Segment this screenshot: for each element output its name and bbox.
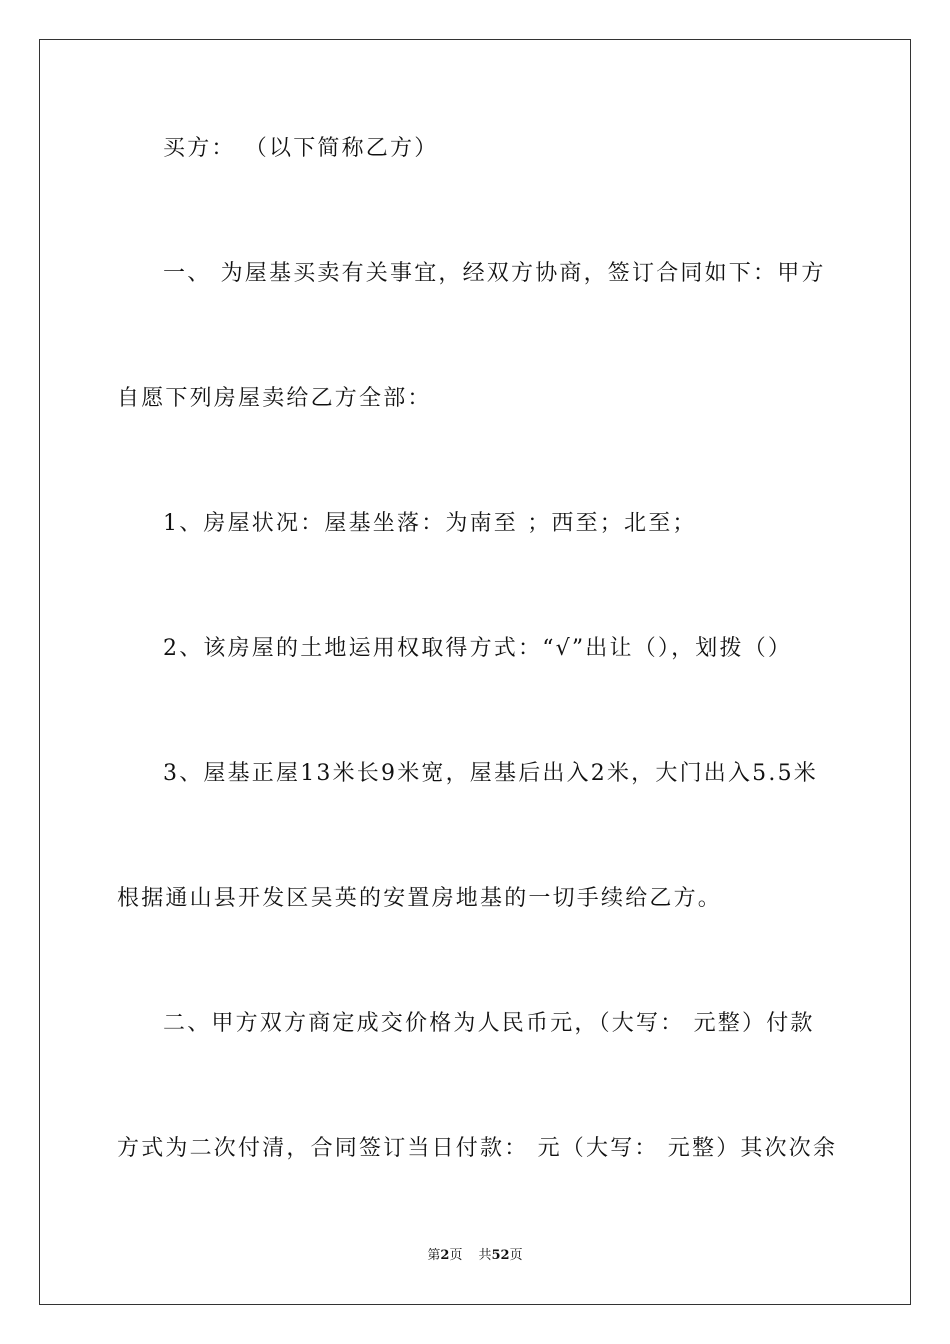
page-prefix: 第 — [427, 1248, 441, 1263]
page-number: 2 — [440, 1248, 450, 1263]
page-suffix: 页 — [449, 1248, 463, 1263]
buyer-line: 买方： （以下简称乙方） — [163, 136, 439, 161]
total-suffix: 页 — [509, 1248, 523, 1263]
clause-two-line: 二、甲方双方商定成交价格为人民币元，（大写： 元整）付款 — [163, 1011, 815, 1036]
total-pages: 52 — [491, 1248, 510, 1263]
total-prefix: 共 — [478, 1248, 492, 1263]
item-3-continued-line: 根据通山县开发区吴英的安置房地基的一切手续给乙方。 — [117, 886, 723, 911]
item-2-land-use-right: 2、该房屋的土地运用权取得方式：“√”出让（），划拨（） — [163, 636, 793, 661]
clause-one-continued-line: 自愿下列房屋卖给乙方全部： — [117, 386, 432, 411]
clause-two-continued-line: 方式为二次付清，合同签订当日付款： 元（大写： 元整）其次次余 — [117, 1136, 838, 1161]
item-3-dimensions: 3、屋基正屋13米长9米宽，屋基后出入2米，大门出入5.5米 — [163, 761, 818, 786]
clause-one-line: 一、 为屋基买卖有关事宜，经双方协商，签订合同如下：甲方 — [163, 261, 826, 286]
item-1-house-status: 1、房屋状况：屋基坐落：为南至 ；西至；北至； — [163, 511, 697, 536]
page-border — [39, 39, 911, 1305]
page-footer — [0, 1247, 950, 1265]
